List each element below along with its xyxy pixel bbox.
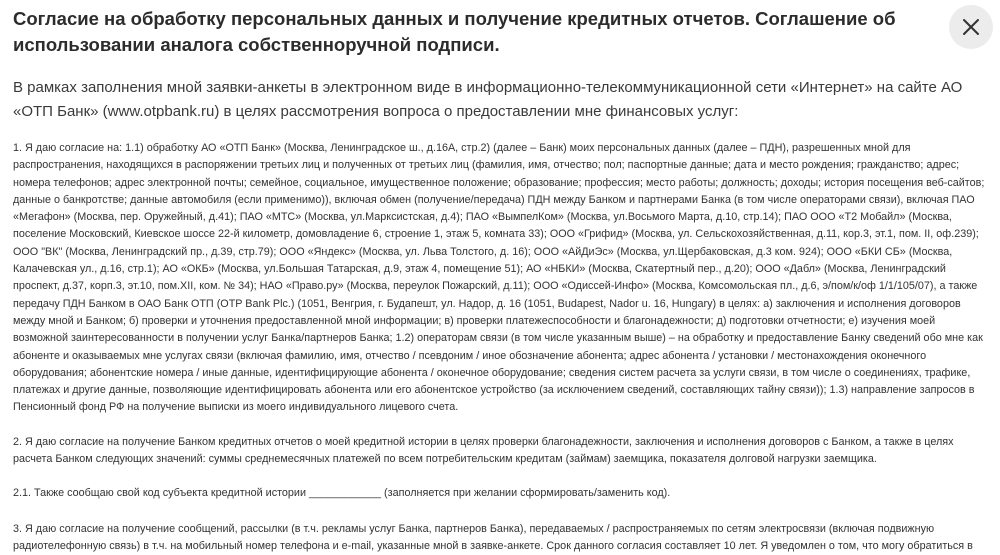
intro-text: В рамках заполнения мной заявки-анкеты в электронном виде в информационно-телекоммуникационной сети «Интернет» на сайте АО «ОТП Банк» (www.otpbank.ru) в целях рассмотрения вопроса о предоставлении мне финансовых услуг: (13, 79, 963, 120)
close-icon (962, 18, 980, 36)
consent-paragraph-1: 1. Я даю согласие на: 1.1) обработку АО «ОТП Банк» (Москва, Ленинградское ш., д.16А, стр.2) (далее – Банк) моих персональных данных (далее – ПДН), разрешенных мной для распространения, находящихся в распоряжении третьих лиц и полученных от третьих лиц (фамилия, имя, отчество; пол; паспортные данные; дата и место рождения; гражданство; адрес; номера телефонов; адрес электронной почты; семейное, социальное, имущественное положение; образование; профессия; место работы; должность; доходы; история посещения веб-сайтов; данные о банкротстве; данные автомобиля (если применимо)), включая обмен (получение/передача) ПДН между Банком и партнерами Банка (в том числе операторами связи), включая ПАО «Мегафон» (Москва, пер. Оружейный, д.41); ПАО «МТС» (Москва, ул.Марксистская, д.4); ПАО «ВымпелКом» (Москва, ул.Восьмого Марта, д.10, стр.14); ПАО ООО «Т2 Мобайл» (Москва, поселение Московский, Киевское шоссе 22-й километр, домовладение 6, строение 1, этаж 5, комната 33); ООО «Грифид» (Москва, ул. Сельскохозяйственная, д.11, кор.3, эт.1, пом. II, оф.239); ООО "ВК" (Москва, Ленинградский пр., д.39, стр.79); ООО «Яндекс» (Москва, ул. Льва Толстого, д. 16); ООО «АйДиЭс» (Москва, ул.Щербаковская, д.3 ком. 924); ООО «БКИ СБ» (Москва, Калачевская ул., д.16, стр.1); АО «ОКБ» (Москва, ул.Большая Татарская, д.9, этаж 4, помещение 51); АО «НБКИ» (Москва, Скатертный пер., д.20); ООО «Дабл» (Москва, Ленинградский проспект, д.37, корп.3, эт.10, пом.XII, ком. № 34); НАО «Право.ру» (Москва, переулок Пожарский, д.11); ООО «Одиссей-Инфо» (Москва, Комсомольская пл., д.6, э/пом/к/оф 1/1/105/07), а также передачу ПДН Банком в ОАО Банк ОТП (OTP Bank Plc.) (1051, Венгрия, г. Будапешт, ул. Надор, д. 16 (1051, Budapest, Nador u. 16, Hungary) в целях: а) заключения и исполнения договоров между мной и Банком; б) проверки и уточнения предоставленной мной информации; в) проверки платежеспособности и благонадежности; д) подготовки отчетности; е) изучения моей возможной заинтересованности в получении услуг Банка/партнеров Банка; 1.2) операторам связи (в том числе указанным выше) – на обработку и предоставление Банку сведений обо мне как абоненте и оказываемых мне услугах связи (включая фамилию, имя, отчество / псевдоним / иное обозначение абонента; адрес абонента / установки / местонахождения оконечного оборудования; абонентские номера / иные данные, идентифицирующие абонента / оконечное оборудование; сведения систем расчета за услуги связи, в том числе о соединениях, трафике, платежах и другие данные, позволяющие идентифицировать абонента или его абонентское устройство (за исключением сведений, составляющих тайну связи)); 1.3) направление запросов в Пенсионный фонд РФ на получение выписки из моего индивидуального лицевого счета. (13, 142, 985, 414)
consent-paragraph-3: 3. Я даю согласие на получение сообщений, рассылки (в т.ч. рекламы услуг Банка, партнеров Банка), передаваемых / распространяемых по сетям электросвязи (включая подвижную радиотелефонную связь) в т.ч. на мобильный номер телефона и e-mail, указанные мной в заявке-анкете. Срок данного согласия составляет 10 лет. Я уведомлен о том, что могу обратиться в (13, 522, 973, 552)
close-button[interactable] (949, 5, 993, 49)
modal-title: Согласие на обработку персональных данных и получение кредитных отчетов. Соглашение об использовании аналога собственноручной подписи. (13, 8, 896, 55)
consent-paragraph-2-1: 2.1. Также сообщаю свой код субъекта кредитной истории ____________ (заполняется при желании сформировать/заменить код). (13, 487, 671, 500)
consent-paragraph-2: 2. Я даю согласие на получение Банком кредитных отчетов о моей кредитной истории в целях проверки благонадежности, заключения и исполнения договоров с Банком, а также в целях расчета Банком следующих значений: суммы среднемесячных платежей по всем потребительским кредитам (займам) заемщика, показателя долговой нагрузки заемщика. (13, 435, 954, 466)
